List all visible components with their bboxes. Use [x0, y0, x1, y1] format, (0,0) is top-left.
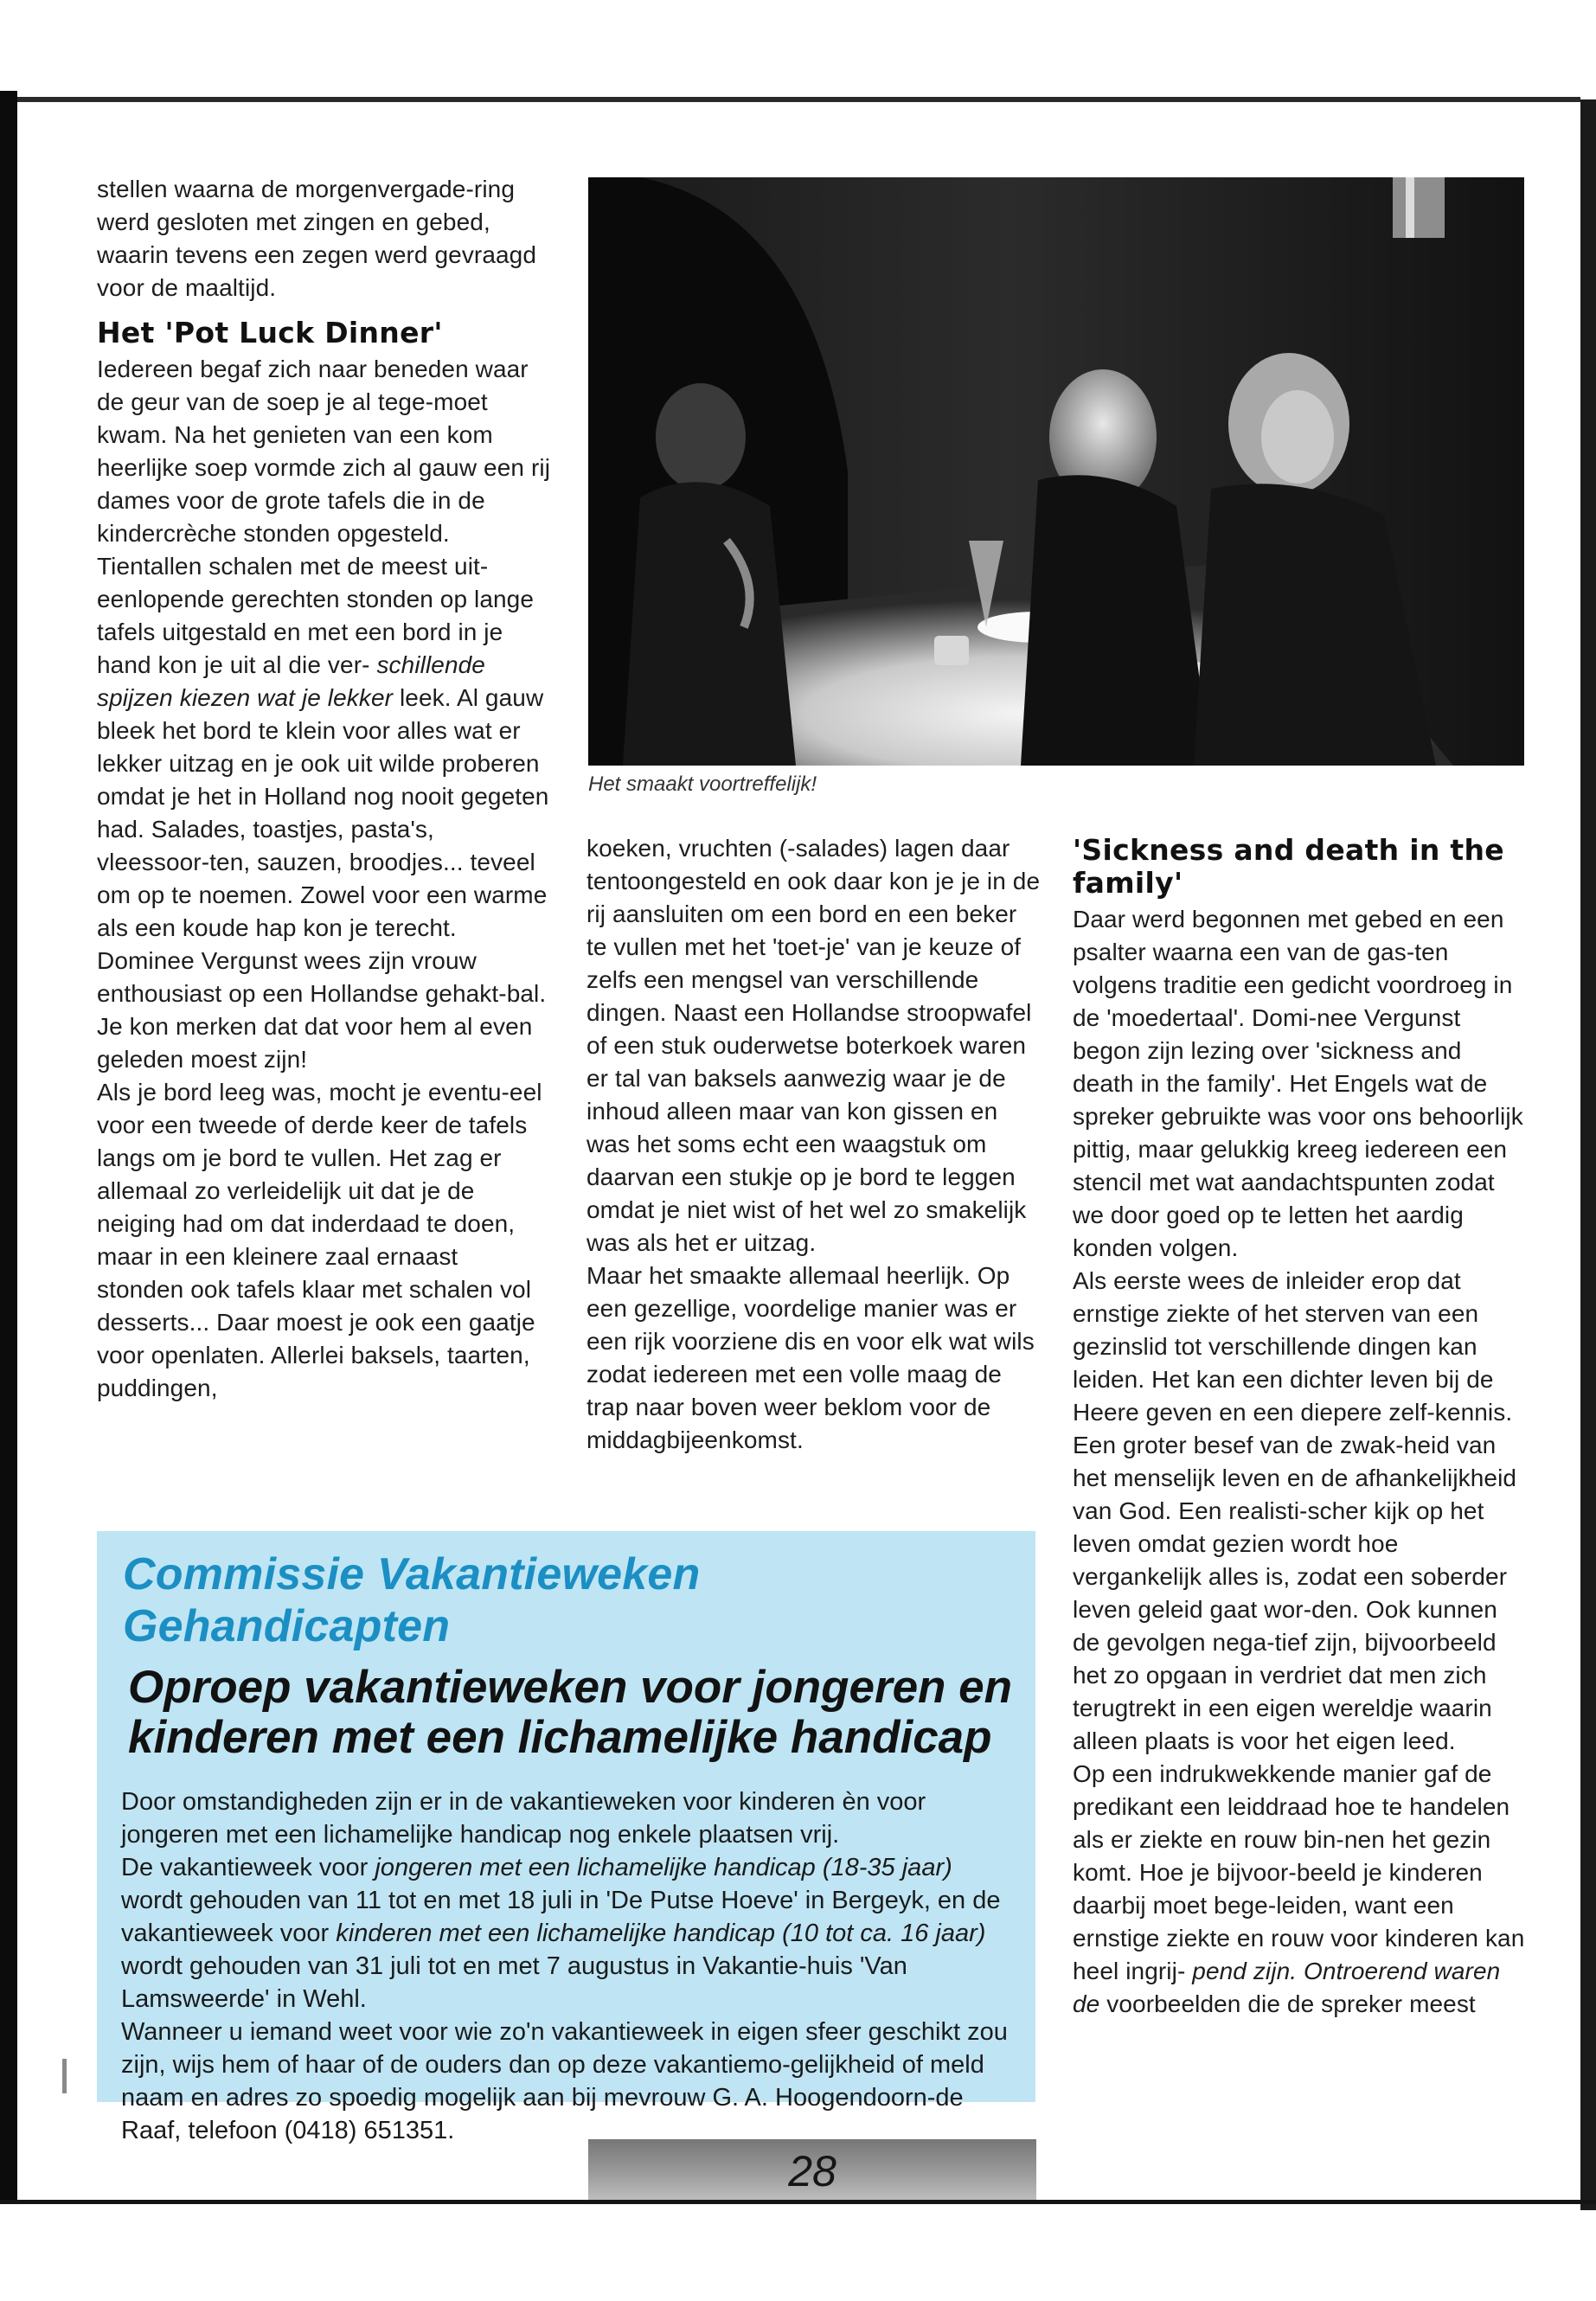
section-heading-pot-luck: Het 'Pot Luck Dinner': [97, 316, 443, 349]
article-column-1: [97, 173, 551, 1405]
notice-subtitle: Oproep vakantieweken voor jongeren en kinderen met een lichamelijke handicap: [128, 1662, 1013, 1763]
text-span: voorbeelden die de spreker meest: [1106, 1990, 1476, 2017]
italic-text: schillende spijzen kiezen wat je lekker: [97, 651, 485, 711]
notice-body: [121, 1785, 1013, 2147]
italic-text: kinderen met een lichamelijke handicap (10 tot ca. 16 jaar): [336, 1920, 986, 1947]
scan-border-top: [17, 97, 1580, 102]
notice-paragraph: [121, 1851, 1013, 2016]
paragraph: koeken, vruchten (-salades) lagen daar tentoongesteld en ook daar kon je je in de rij aansluiten om een bord en een beker te vullen met het 'toet-je' van je keuze of zelfs een mengsel van verschillende dingen. Naast een Hollandse stroopwafel of een stuk ouderwetse boterkoek waren er tal van baksels aanwezig waar je de inhoud alleen maar van kon gissen en was het soms echt een waagstuk om daarvan een stukje op je bord te leggen omdat je niet wist of het wel zo smakelijk was als het er uitzag.: [586, 835, 1041, 1256]
text-span: wordt gehouden van 31 juli tot en met 7 augustus in Vakantie-huis 'Van Lamsweerde' in Wehl.: [121, 1952, 907, 2013]
notice-box: [97, 1531, 1035, 2144]
italic-text: jongeren met een lichamelijke handicap (18-35 jaar): [375, 1854, 952, 1881]
article-column-2: [586, 832, 1041, 1457]
scan-margin-mark: [62, 2059, 67, 2093]
article-column-3: [1073, 822, 1527, 2021]
photo-caption: Het smaakt voortreffelijk!: [588, 772, 817, 796]
notice-paragraph: Door omstandigheden zijn er in de vakantieweken voor kinderen èn voor jongeren met een lichamelijke handicap nog enkele plaatsen vrij.: [121, 1788, 926, 1849]
text-span: Op een indrukwekkende manier gaf de predikant een leiddraad hoe te handelen als er ziekte en rouw bin-nen het gezin komt. Hoe je bijvoor-beeld je kinderen daarbij moet bege-leiden, want een ernstige ziekte en rouw voor kinderen kan heel ingrij-: [1073, 1760, 1525, 1984]
paragraph: Daar werd begonnen met gebed en een psalter waarna een van de gas-ten volgens traditie een gedicht voordroeg in de 'moedertaal'. Domi-nee Vergunst begon zijn lezing over 'sickness and death in the family'. Het Engels wat de spreker gebruikte was voor ons behoorlijk pittig, maar gelukkig kreeg iedereen een stencil met wat aandachtspunten zodat we door goed op te letten het aardig konden volgen.: [1073, 906, 1523, 1261]
scan-border-bottom: [0, 2200, 1596, 2204]
page-number-bar: [588, 2139, 1036, 2200]
dinner-photo-image: [588, 177, 1524, 766]
notice-title: Commissie Vakantieweken Gehandicapten: [123, 1549, 701, 1651]
paragraph: Als je bord leeg was, mocht je eventu-eel voor een tweede of derde keer de tafels langs om je bord te vullen. Het zag er allemaal zo verleidelijk uit dat je de neiging had om dat inderdaad te doen, maar in een kleinere zaal ernaast stonden ook tafels klaar met schalen vol desserts... Daar moest je ook een gaatje voor openlaten. Allerlei baksels, taarten, puddingen,: [97, 1079, 542, 1401]
notice-paragraph: Wanneer u iemand weet voor wie zo'n vakantieweek in eigen sfeer geschikt zou zijn, wijs hem of haar of de ouders dan op deze vakantiemo-gelijkheid of meld naam en adres zo spoedig mogelijk aan bij mevrouw G. A. Hoogendoorn-de Raaf, telefoon (0418) 651351.: [121, 2018, 1008, 2144]
scan-border-right: [1580, 99, 1596, 2210]
text-span: leek. Al gauw bleek het bord te klein voor alles wat er lekker uitzag en je ook uit wilde proberen omdat je het in Holland nog nooit gegeten had. Salades, toastjes, pasta's, vleessoor-ten, sauzen, broodjes... teveel om op te noemen. Zowel voor een warme als een koude hap kon je terecht. Dominee Vergunst wees zijn vrouw enthousiast op een Hollandse gehakt-bal. Je kon merken dat dat voor hem al even geleden moest zijn!: [97, 684, 549, 1073]
intro-paragraph: stellen waarna de morgenvergade-ring werd gesloten met zingen en gebed, waarin tevens een zegen werd gevraagd voor de maaltijd.: [97, 176, 537, 301]
paragraph: Iedereen begaf zich naar beneden waar de geur van de soep je al tege-moet kwam. Na het genieten van een kom heerlijke soep vormde zich al gauw een rij dames voor de grote tafels die in de kindercrèche stonden opgesteld.: [97, 356, 551, 547]
text-span: wordt gehouden van 11 tot en met 18 juli in 'De Putse Hoeve' in Bergeyk, en de vakantieweek voor: [121, 1887, 1001, 1947]
scan-border-left: [0, 91, 17, 2202]
paragraph: Maar het smaakte allemaal heerlijk. Op een gezellige, voordelige manier was er een rijk voorziene dis en voor elk wat wils zodat iedereen met een volle maag de trap naar boven weer beklom voor de middagbijeenkomst.: [586, 1262, 1035, 1453]
paragraph: Als eerste wees de inleider erop dat ernstige ziekte of het sterven van een gezinslid tot verschillende dingen kan leiden. Het kan een dichter leven bij de Heere geven en een diepere zelf-kennis. Een groter besef van de zwak-heid van het menselijk leven en de afhankelijkheid van God. Een realisti-scher kijk op het leven omdat gezien wordt hoe vergankelijk alles is, zodat een soberder leven geleid gaat wor-den. Ook kunnen de gevolgen nega-tief zijn, bijvoorbeeld het zo opgaan in verdriet dat men zich terugtrekt in een eigen wereldje waarin alleen plaats is voor het eigen leed.: [1073, 1267, 1517, 1754]
dinner-photo: [588, 177, 1524, 766]
page-number: 28: [788, 2147, 836, 2195]
italic-text: pend zijn. Ontroerend waren de: [1073, 1958, 1501, 2017]
paragraph: [1073, 1758, 1527, 2021]
section-heading-sickness: 'Sickness and death in the family': [1073, 833, 1504, 900]
text-span: De vakantieweek voor: [121, 1854, 375, 1881]
text-span: Tientallen schalen met de meest uit-eenlopende gerechten stonden op lange tafels uitgestald en met een bord in je hand kon je uit al die ver-: [97, 553, 535, 678]
paragraph: [97, 550, 551, 1076]
